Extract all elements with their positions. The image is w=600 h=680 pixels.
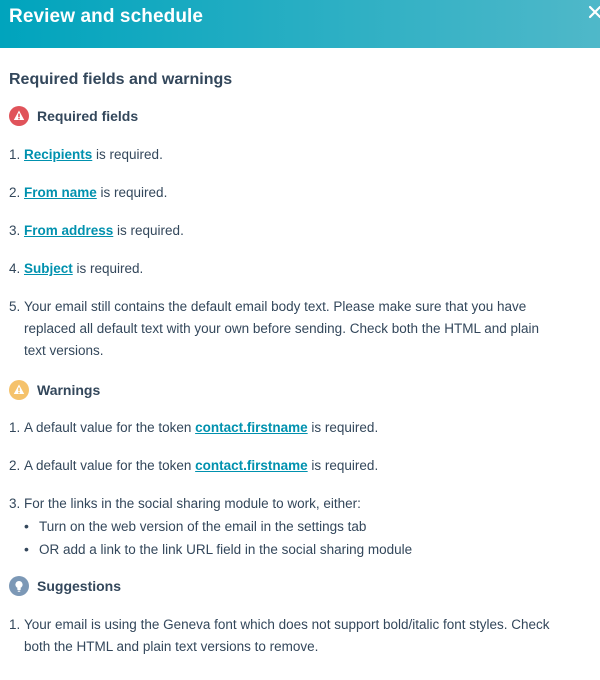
required-item-recipients: 1. Recipients is required.	[9, 147, 163, 162]
suggestions-label: Suggestions	[37, 578, 122, 594]
required-item-default-text: 5. Your email still contains the default email body text. Please make sure that you have replaced all default text with your own before sending. Check both the HTML and plain text versions.	[9, 299, 540, 358]
list-item: • OR add a link to the link URL field in the social sharing module	[24, 541, 413, 557]
recipients-link[interactable]: Recipients	[24, 147, 93, 162]
contact-firstname-link-1[interactable]: contact.firstname	[195, 420, 308, 435]
required-fields-label: Required fields	[37, 108, 139, 124]
from-name-link[interactable]: From name	[24, 185, 97, 200]
close-button[interactable]	[588, 4, 600, 24]
warnings-heading	[9, 380, 100, 400]
from-address-link[interactable]: From address	[24, 223, 114, 238]
required-item-subject: 4. Subject is required.	[9, 261, 144, 276]
warnings-label: Warnings	[37, 382, 101, 398]
alert-triangle-icon	[9, 106, 29, 126]
modal-title: Review and schedule	[9, 6, 204, 27]
required-item-from-address: 3. From address is required.	[9, 223, 184, 238]
close-icon	[588, 5, 600, 19]
list-item: • Turn on the web version of the email in the settings tab	[24, 518, 367, 534]
suggestions-heading	[9, 576, 121, 596]
warning-item-token-2: 2. A default value for the token contact.firstname is required.	[9, 458, 379, 473]
suggestion-item-geneva-font: 1. Your email is using the Geneva font which does not support bold/italic font styles. Check both the HTML and plain text versions to remove.	[9, 617, 550, 654]
subject-link[interactable]: Subject	[24, 261, 73, 276]
contact-firstname-link-2[interactable]: contact.firstname	[195, 458, 308, 473]
required-item-from-name: 2. From name is required.	[9, 185, 168, 200]
lightbulb-icon	[9, 576, 29, 596]
warning-triangle-icon	[9, 380, 29, 400]
section-title: Required fields and warnings	[9, 71, 233, 88]
warning-item-social-sharing: 3. For the links in the social sharing module to work, either: • Turn on the web version of the email in the settings tab • OR add a link to the link URL field in the social sharing module	[9, 493, 589, 561]
modal-header	[0, 0, 600, 48]
required-fields-heading	[9, 106, 138, 126]
warning-item-token-1: 1. A default value for the token contact.firstname is required.	[9, 420, 379, 435]
